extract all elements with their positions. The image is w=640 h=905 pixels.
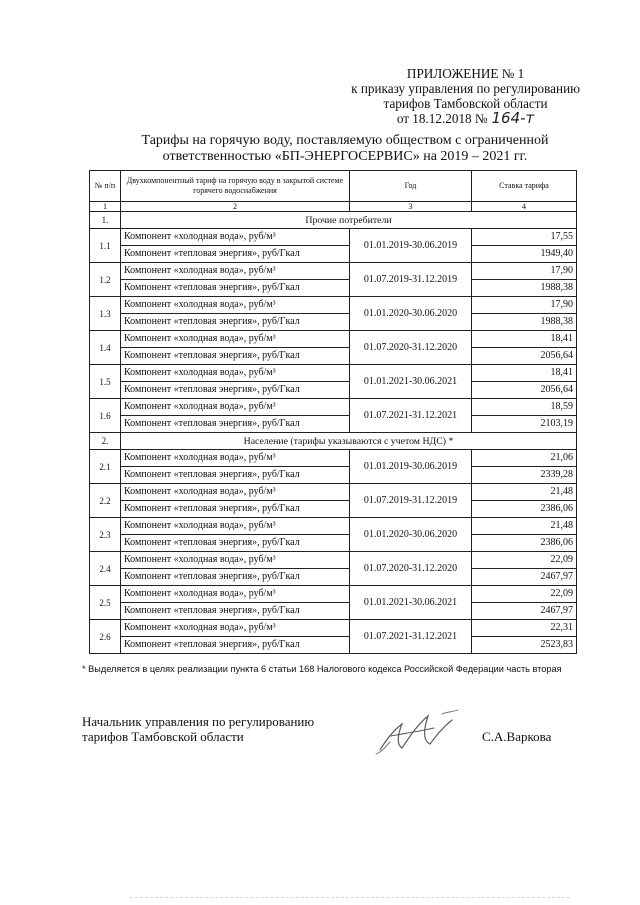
- rate-heat-energy: 2386,06: [472, 501, 577, 518]
- component-cold-water: Компонент «холодная вода», руб/м³: [121, 297, 350, 314]
- component-cold-water: Компонент «холодная вода», руб/м³: [121, 331, 350, 348]
- component-heat-energy: Компонент «тепловая энергия», руб/Гкал: [121, 603, 350, 620]
- rate-cold-water: 22,09: [472, 552, 577, 569]
- appendix-date: от 18.12.2018 №: [396, 111, 488, 126]
- signatory-title: [82, 714, 314, 744]
- rate-cold-water: 18,41: [472, 365, 577, 382]
- table-row: [90, 620, 577, 637]
- rate-heat-energy: 1988,38: [472, 280, 577, 297]
- index-cell: 2: [121, 202, 350, 212]
- index-cell: 1: [90, 202, 121, 212]
- row-number: 1.4: [90, 331, 121, 365]
- row-number: 1.1: [90, 229, 121, 263]
- table-row: [90, 399, 577, 416]
- component-cold-water: Компонент «холодная вода», руб/м³: [121, 552, 350, 569]
- period-cell: 01.01.2019-30.06.2019: [350, 229, 472, 263]
- table-row: [90, 586, 577, 603]
- table-row: [90, 365, 577, 382]
- table-row: [90, 450, 577, 467]
- table-row: [90, 535, 577, 552]
- period-cell: 01.07.2020-31.12.2020: [350, 331, 472, 365]
- index-cell: 4: [472, 202, 577, 212]
- component-cold-water: Компонент «холодная вода», руб/м³: [121, 399, 350, 416]
- table-row: [90, 229, 577, 246]
- rate-heat-energy: 1949,40: [472, 246, 577, 263]
- component-heat-energy: Компонент «тепловая энергия», руб/Гкал: [121, 382, 350, 399]
- section-number: 2.: [90, 433, 121, 450]
- appendix-date-line: [351, 111, 580, 126]
- table-header-row: [90, 171, 577, 202]
- row-number: 2.4: [90, 552, 121, 586]
- table-row: [90, 297, 577, 314]
- period-cell: 01.01.2020-30.06.2020: [350, 518, 472, 552]
- component-cold-water: Компонент «холодная вода», руб/м³: [121, 518, 350, 535]
- section-row: [90, 212, 577, 229]
- rate-cold-water: 18,41: [472, 331, 577, 348]
- component-heat-energy: Компонент «тепловая энергия», руб/Гкал: [121, 246, 350, 263]
- rate-heat-energy: 2467,97: [472, 603, 577, 620]
- section-title: Прочие потребители: [121, 212, 577, 229]
- table-row: [90, 518, 577, 535]
- index-cell: 3: [350, 202, 472, 212]
- row-number: 2.3: [90, 518, 121, 552]
- rate-heat-energy: 2386,06: [472, 535, 577, 552]
- rate-heat-energy: 2339,28: [472, 467, 577, 484]
- signatory-title-line-1: Начальник управления по регулированию: [82, 714, 315, 729]
- appendix-header: [351, 66, 580, 126]
- footnote: * Выделяется в целях реализации пункта 6 статьи 168 Налогового кодекса Российской Федерации часть вторая: [82, 664, 562, 674]
- rate-cold-water: 21,06: [472, 450, 577, 467]
- header-rate: Ставка тарифа: [472, 171, 577, 202]
- table-row: [90, 552, 577, 569]
- rate-cold-water: 17,90: [472, 263, 577, 280]
- component-cold-water: Компонент «холодная вода», руб/м³: [121, 484, 350, 501]
- scan-artifact: [130, 897, 570, 900]
- table-row: [90, 416, 577, 433]
- period-cell: 01.07.2021-31.12.2021: [350, 620, 472, 654]
- table-row: [90, 348, 577, 365]
- rate-cold-water: 22,31: [472, 620, 577, 637]
- table-index-row: [90, 202, 577, 212]
- component-heat-energy: Компонент «тепловая энергия», руб/Гкал: [121, 467, 350, 484]
- table-row: [90, 246, 577, 263]
- table-row: [90, 263, 577, 280]
- component-heat-energy: Компонент «тепловая энергия», руб/Гкал: [121, 535, 350, 552]
- component-heat-energy: Компонент «тепловая энергия», руб/Гкал: [121, 569, 350, 586]
- table-row: [90, 382, 577, 399]
- header-name: Двухкомпонентный тариф на горячую воду в закрытой системе горячего водоснабжения: [121, 171, 350, 202]
- header-num: № п/п: [90, 171, 121, 202]
- component-heat-energy: Компонент «тепловая энергия», руб/Гкал: [121, 416, 350, 433]
- rate-cold-water: 21,48: [472, 518, 577, 535]
- table-row: [90, 467, 577, 484]
- document-title: [110, 133, 580, 165]
- rate-cold-water: 17,55: [472, 229, 577, 246]
- component-heat-energy: Компонент «тепловая энергия», руб/Гкал: [121, 280, 350, 297]
- section-title: Население (тарифы указываются с учетом НДС) *: [121, 433, 577, 450]
- signatory-title-line-2: тарифов Тамбовской области: [82, 729, 244, 744]
- rate-heat-energy: 2103,19: [472, 416, 577, 433]
- component-cold-water: Компонент «холодная вода», руб/м³: [121, 365, 350, 382]
- rate-cold-water: 22,09: [472, 586, 577, 603]
- table-row: [90, 314, 577, 331]
- component-cold-water: Компонент «холодная вода», руб/м³: [121, 586, 350, 603]
- tariff-table: [89, 170, 577, 654]
- rate-heat-energy: 2056,64: [472, 348, 577, 365]
- period-cell: 01.07.2019-31.12.2019: [350, 263, 472, 297]
- rate-heat-energy: 2467,97: [472, 569, 577, 586]
- rate-cold-water: 21,48: [472, 484, 577, 501]
- table-row: [90, 484, 577, 501]
- signatory-name: С.А.Варкова: [482, 729, 552, 744]
- rate-cold-water: 18,59: [472, 399, 577, 416]
- row-number: 1.6: [90, 399, 121, 433]
- appendix-title: ПРИЛОЖЕНИЕ № 1: [406, 66, 525, 81]
- rate-cold-water: 17,90: [472, 297, 577, 314]
- rate-heat-energy: 2523,83: [472, 637, 577, 654]
- title-line-1: Тарифы на горячую воду, поставляемую обществом с ограниченной: [141, 133, 549, 148]
- component-heat-energy: Компонент «тепловая энергия», руб/Гкал: [121, 501, 350, 518]
- row-number: 1.2: [90, 263, 121, 297]
- row-number: 2.2: [90, 484, 121, 518]
- rate-heat-energy: 2056,64: [472, 382, 577, 399]
- section-row: [90, 433, 577, 450]
- table-row: [90, 501, 577, 518]
- period-cell: 01.07.2021-31.12.2021: [350, 399, 472, 433]
- appendix-authority: тарифов Тамбовской области: [383, 96, 548, 111]
- table-body: [90, 212, 577, 654]
- table-row: [90, 569, 577, 586]
- period-cell: 01.07.2020-31.12.2020: [350, 552, 472, 586]
- row-number: 1.5: [90, 365, 121, 399]
- rate-heat-energy: 1988,38: [472, 314, 577, 331]
- period-cell: 01.01.2020-30.06.2020: [350, 297, 472, 331]
- period-cell: 01.01.2019-30.06.2019: [350, 450, 472, 484]
- component-heat-energy: Компонент «тепловая энергия», руб/Гкал: [121, 637, 350, 654]
- row-number: 2.1: [90, 450, 121, 484]
- component-cold-water: Компонент «холодная вода», руб/м³: [121, 450, 350, 467]
- order-number-handwritten: 164-т: [491, 109, 535, 127]
- component-cold-water: Компонент «холодная вода», руб/м³: [121, 620, 350, 637]
- title-line-2: ответственностью «БП-ЭНЕРГОСЕРВИС» на 2019 – 2021 гг.: [162, 149, 528, 164]
- table-row: [90, 331, 577, 348]
- period-cell: 01.07.2019-31.12.2019: [350, 484, 472, 518]
- appendix-order-ref: к приказу управления по регулированию: [351, 81, 580, 96]
- component-cold-water: Компонент «холодная вода», руб/м³: [121, 229, 350, 246]
- row-number: 2.6: [90, 620, 121, 654]
- component-heat-energy: Компонент «тепловая энергия», руб/Гкал: [121, 348, 350, 365]
- table-row: [90, 637, 577, 654]
- row-number: 1.3: [90, 297, 121, 331]
- component-heat-energy: Компонент «тепловая энергия», руб/Гкал: [121, 314, 350, 331]
- row-number: 2.5: [90, 586, 121, 620]
- period-cell: 01.01.2021-30.06.2021: [350, 586, 472, 620]
- table-row: [90, 280, 577, 297]
- component-cold-water: Компонент «холодная вода», руб/м³: [121, 263, 350, 280]
- section-number: 1.: [90, 212, 121, 229]
- header-year: Год: [350, 171, 472, 202]
- handwritten-signature: [372, 706, 468, 760]
- table-row: [90, 603, 577, 620]
- period-cell: 01.01.2021-30.06.2021: [350, 365, 472, 399]
